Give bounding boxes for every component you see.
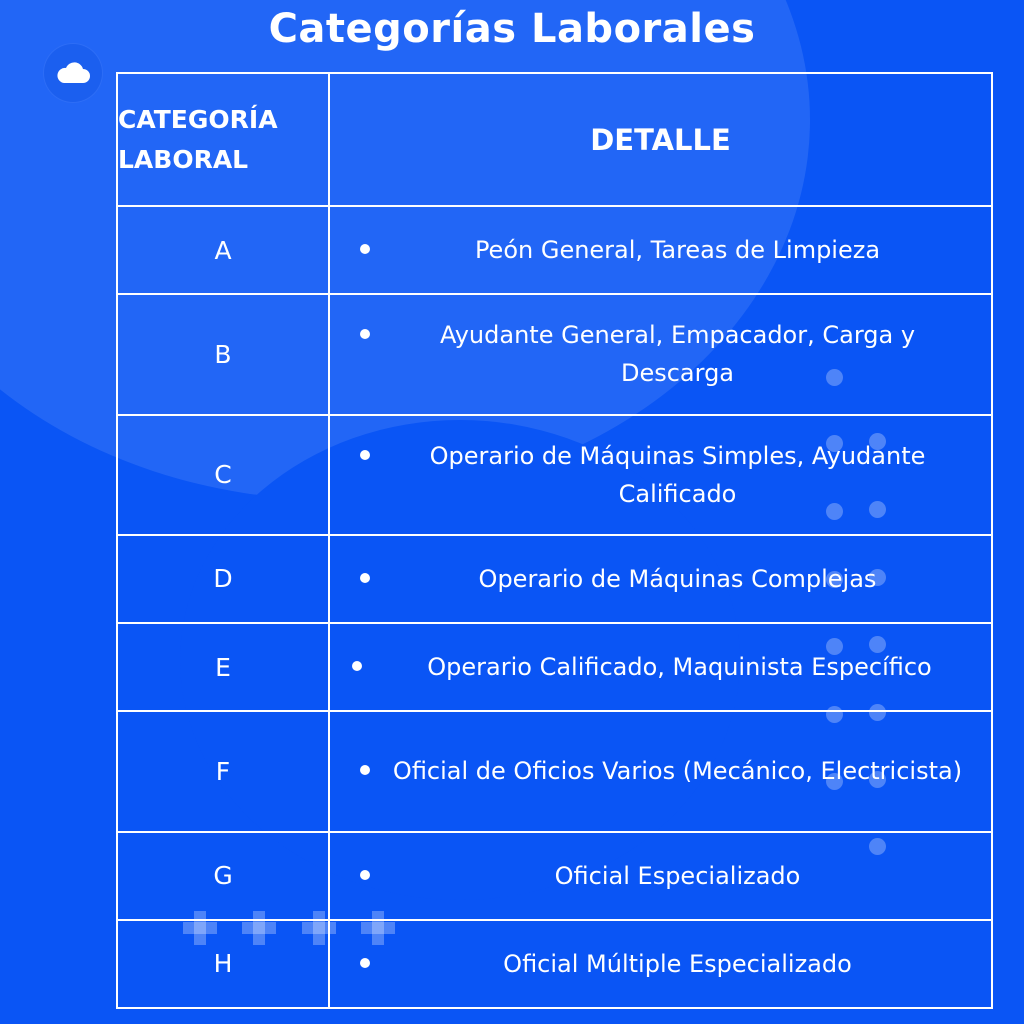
category-cell: E (117, 623, 329, 711)
detail-text: Operario Calificado, Maquinista Específico (427, 653, 932, 682)
category-cell: G (117, 832, 329, 920)
detail-text: Oficial Múltiple Especializado (503, 949, 852, 978)
detail-cell (329, 535, 992, 623)
table-row (117, 623, 992, 711)
table-header-row (117, 73, 992, 206)
table-row (117, 415, 992, 535)
table-row (117, 920, 992, 1008)
detail-cell (329, 832, 992, 920)
category-cell: F (117, 711, 329, 831)
cloud-icon (55, 62, 91, 84)
detail-cell (329, 920, 992, 1008)
detail-cell (329, 206, 992, 294)
detail-cell (329, 623, 992, 711)
detail-cell (329, 294, 992, 414)
category-cell: B (117, 294, 329, 414)
table-row (117, 294, 992, 414)
header-category: CATEGORÍA LABORAL (117, 73, 329, 206)
category-cell: C (117, 415, 329, 535)
category-cell: H (117, 920, 329, 1008)
detail-text: Operario de Máquinas Simples, Ayudante Calificado (429, 441, 926, 508)
bullet-icon (360, 329, 370, 339)
category-cell: D (117, 535, 329, 623)
table-row (117, 535, 992, 623)
bullet-icon (360, 573, 370, 583)
detail-cell (329, 711, 992, 831)
table-row (117, 832, 992, 920)
detail-text: Operario de Máquinas Complejas (478, 564, 877, 593)
table-row (117, 206, 992, 294)
detail-text: Ayudante General, Empacador, Carga y Descarga (439, 321, 916, 388)
bullet-icon (352, 661, 362, 671)
detail-text: Oficial de Oficios Varios (Mecánico, Electricista) (392, 757, 963, 786)
detail-text: Oficial Especializado (554, 861, 801, 890)
category-cell: A (117, 206, 329, 294)
bullet-icon (360, 450, 370, 460)
page-title: Categorías Laborales (268, 6, 756, 52)
logo (44, 44, 102, 102)
detail-text: Peón General, Tareas de Limpieza (474, 236, 881, 265)
bullet-icon (360, 244, 370, 254)
header-detail: DETALLE (329, 73, 992, 206)
table-row (117, 711, 992, 831)
bullet-icon (360, 765, 370, 775)
bullet-icon (360, 958, 370, 968)
detail-cell (329, 415, 992, 535)
bullet-icon (360, 870, 370, 880)
categories-table (116, 72, 993, 1009)
